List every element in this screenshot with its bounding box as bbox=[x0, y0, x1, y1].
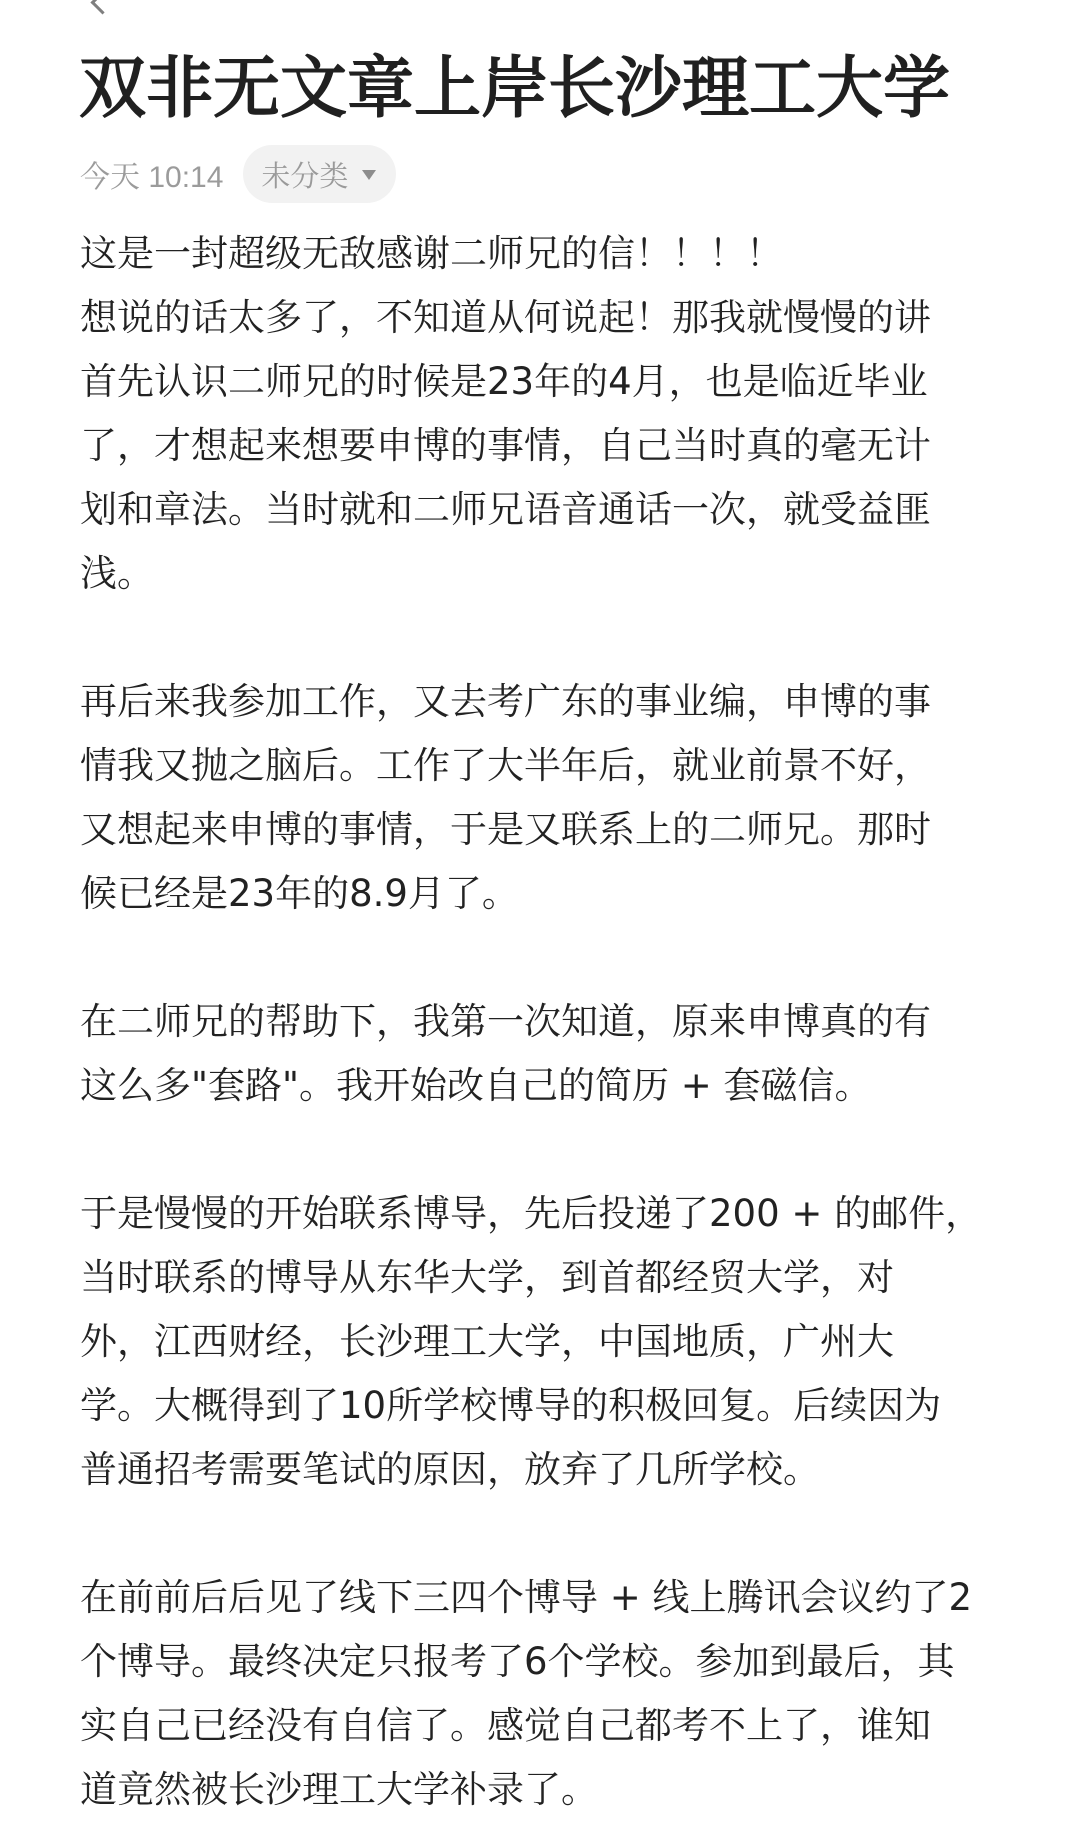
back-chevron-icon[interactable] bbox=[90, 0, 114, 15]
triangle-down-icon bbox=[362, 170, 376, 180]
article-line: 首先认识二师兄的时候是23年的4月，也是临近毕业 bbox=[80, 360, 928, 403]
publish-time: 今天 10:14 bbox=[80, 161, 224, 194]
article-line: 了，才想起来想要申博的事情，自己当时真的毫无计 bbox=[80, 424, 931, 467]
article-line: 实自己已经没有自信了。感觉自己都考不上了，谁知 bbox=[80, 1704, 931, 1747]
article-line: 学。大概得到了10所学校博导的积极回复。后续因为 bbox=[80, 1384, 942, 1427]
article-line: 外，江西财经，长沙理工大学，中国地质，广州大 bbox=[80, 1320, 894, 1363]
article-line: 划和章法。当时就和二师兄语音通话一次，就受益匪 bbox=[80, 488, 931, 531]
article-line: 浅。 bbox=[80, 552, 154, 595]
category-label: 未分类 bbox=[261, 160, 349, 193]
article-line: 再后来我参加工作，又去考广东的事业编，申博的事 bbox=[80, 680, 931, 723]
article-line: 当时联系的博导从东华大学，到首都经贸大学，对 bbox=[80, 1256, 894, 1299]
article-line: 个博导。最终决定只报考了6个学校。参加到最后，其 bbox=[80, 1640, 955, 1683]
article-line: 在前前后后见了线下三四个博导 + 线上腾讯会议约了2 bbox=[80, 1576, 973, 1619]
article-line: 道竟然被长沙理工大学补录了。 bbox=[80, 1768, 598, 1811]
article-body bbox=[80, 222, 1020, 1822]
article-line: 于是慢慢的开始联系博导，先后投递了200 + 的邮件， bbox=[80, 1192, 983, 1235]
paragraph-gap bbox=[80, 606, 1020, 670]
article-line: 又想起来申博的事情，于是又联系上的二师兄。那时 bbox=[80, 808, 931, 851]
article-meta bbox=[80, 145, 396, 203]
paragraph-gap bbox=[80, 926, 1020, 990]
article-line: 在二师兄的帮助下，我第一次知道，原来申博真的有 bbox=[80, 1000, 931, 1043]
article-line: 候已经是23年的8.9月了。 bbox=[80, 872, 519, 915]
article-line: 普通招考需要笔试的原因，放弃了几所学校。 bbox=[80, 1448, 820, 1491]
paragraph-gap bbox=[80, 1118, 1020, 1182]
paragraph-gap bbox=[80, 1502, 1020, 1566]
article-title: 双非无文章上岸长沙理工大学 bbox=[79, 49, 950, 127]
article-line: 这是一封超级无敌感谢二师兄的信！！！！ bbox=[80, 232, 783, 275]
article-line: 这么多"套路"。我开始改自己的简历 + 套磁信。 bbox=[80, 1064, 872, 1107]
article-line: 情我又抛之脑后。工作了大半年后，就业前景不好， bbox=[80, 744, 931, 787]
article-line: 想说的话太多了，不知道从何说起！那我就慢慢的讲 bbox=[80, 296, 931, 339]
category-selector[interactable] bbox=[243, 145, 396, 203]
